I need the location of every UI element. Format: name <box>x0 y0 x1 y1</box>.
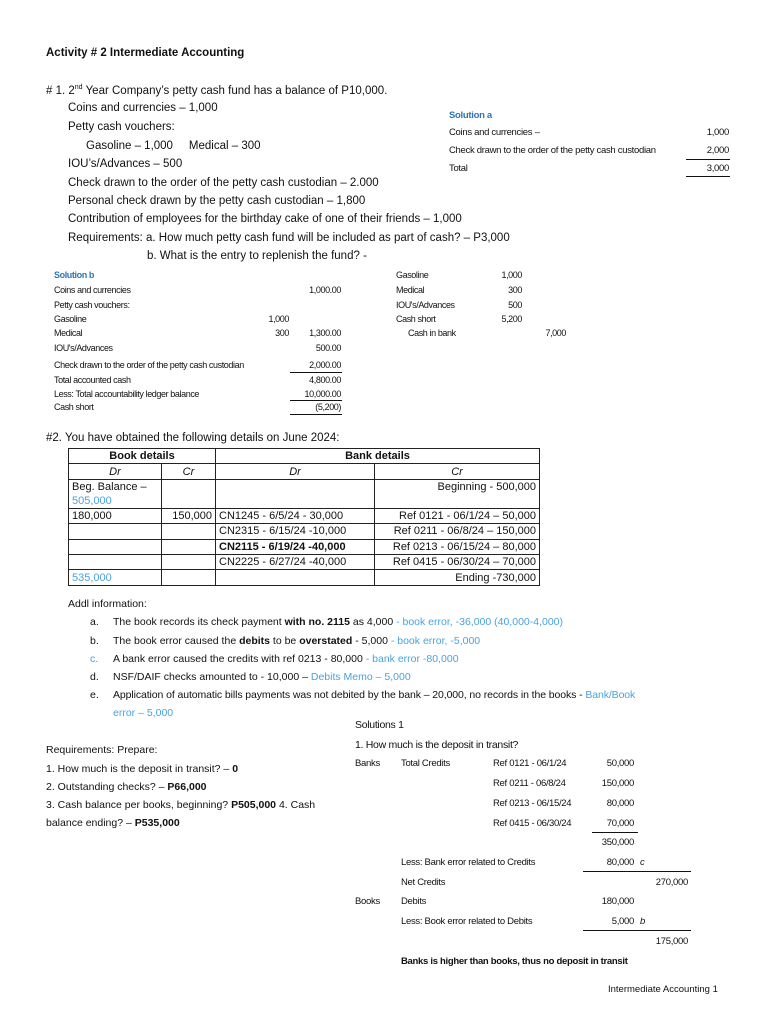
sol-b-label: Gasoline <box>54 314 87 324</box>
note-c: c <box>640 857 645 868</box>
ref-value: 50,000 <box>606 758 634 769</box>
sol-b-label: Total accounted cash <box>54 375 131 385</box>
ref-label: Ref 0211 - 06/8/24 <box>493 778 566 789</box>
req-answer: P66,000 <box>167 781 207 793</box>
sol-b-amt: 1,300.00 <box>309 328 341 338</box>
net-credits-label: Net Credits <box>401 877 446 888</box>
solution-b-title: Solution b <box>54 270 94 280</box>
q1-line: Gasoline – 1,000 Medical – 300 <box>86 140 261 152</box>
book-details-header: Book details <box>69 449 216 464</box>
debits-label: Debits <box>401 896 427 907</box>
book-dr-cell: 180,000 <box>69 508 162 523</box>
q1-line: Requirements: a. How much petty cash fund will be included as part of cash? – P3,000 <box>68 232 510 244</box>
sol-a-value: 2,000 <box>706 145 729 156</box>
item-b <box>113 635 480 647</box>
book-dr-header: Dr <box>69 464 162 479</box>
sol-b-label: Petty cash vouchers: <box>54 300 130 310</box>
bank-dr-cell: CN2115 - 6/19/24 -40,000 <box>216 539 375 554</box>
book-cr-header: Cr <box>161 464 215 479</box>
req-answer: 0 <box>232 763 239 775</box>
credits-sum: 350,000 <box>601 837 634 848</box>
item-e <box>113 689 635 701</box>
less-bank-error-label: Less: Bank error related to Credits <box>401 857 536 868</box>
empty-cell <box>161 539 215 554</box>
item-letter: b. <box>90 635 99 647</box>
entry-account: IOU's/Advances <box>396 300 455 310</box>
book-beg-cell <box>69 479 162 508</box>
debits-value: 180,000 <box>601 896 634 907</box>
rule <box>290 372 342 373</box>
q1-heading <box>46 84 387 97</box>
book-ending-value: 535,000 <box>69 570 162 585</box>
req-3 <box>46 799 315 811</box>
rule <box>686 159 730 160</box>
q1-line: Check drawn to the order of the petty cash custodian – 2.000 <box>68 177 379 189</box>
item-text-bold: debits <box>239 635 270 647</box>
bank-dr-cell: CN2315 - 6/15/24 -10,000 <box>216 524 375 539</box>
item-note: - book error, -5,000 <box>390 635 481 647</box>
sol-b-amt: 1,000.00 <box>309 285 341 295</box>
entry-debit: 5,200 <box>501 314 522 324</box>
item-a <box>113 616 563 628</box>
bank-dr-header: Dr <box>216 464 375 479</box>
bank-dr-cell: CN2225 - 6/27/24 -40,000 <box>216 554 375 569</box>
sol-a-value: 1,000 <box>706 127 729 138</box>
book-beg-label: Beg. Balance – <box>72 480 147 493</box>
q1-head: Year Company’s petty cash fund has a balance of P10,000. <box>82 84 388 97</box>
bank-cr-cell: Beginning - 500,000 <box>375 479 540 508</box>
entry-account: Gasoline <box>396 270 429 280</box>
sol-a-label: Coins and currencies – <box>449 127 540 138</box>
entry-account: Medical <box>396 285 425 295</box>
item-text-bold: overstated <box>299 635 353 647</box>
q1-sup: nd <box>74 84 83 91</box>
item-d <box>113 671 411 683</box>
item-text-bold: with no. 2115 <box>284 616 350 628</box>
books-label: Books <box>355 896 380 907</box>
item-c <box>113 653 459 665</box>
empty-cell <box>161 479 215 508</box>
banks-label: Banks <box>355 758 380 769</box>
ref-value: 70,000 <box>606 818 634 829</box>
q2-heading: #2. You have obtained the following details on June 2024: <box>46 432 340 444</box>
sol-a-total: 3,000 <box>706 163 729 174</box>
books-net-value: 175,000 <box>655 936 688 947</box>
req-1 <box>46 763 238 775</box>
item-text: Application of automatic bills payments was not debited by the bank – 20,000, no records in the books - <box>113 689 586 701</box>
rule <box>290 414 342 415</box>
bank-cr-cell: Ref 0415 - 06/30/24 – 70,000 <box>375 554 540 569</box>
sol-b-label: Cash short <box>54 402 94 412</box>
entry-debit: 1,000 <box>501 270 522 280</box>
bank-ending-cell: Ending -730,000 <box>375 570 540 585</box>
item-note: Bank/Book <box>585 689 636 701</box>
item-text: NSF/DAIF checks amounted to - 10,000 – <box>113 671 311 683</box>
item-letter: e. <box>90 689 99 701</box>
q1-line: Petty cash vouchers: <box>68 121 175 133</box>
rule <box>583 930 691 931</box>
item-text: to be <box>270 635 300 647</box>
req-text: 4. Cash <box>276 799 316 811</box>
item-text: A bank error caused the credits with ref 0213 - 80,000 <box>113 653 366 665</box>
note-b: b <box>640 916 645 927</box>
ref-label: Ref 0121 - 06/1/24 <box>493 758 567 769</box>
ref-value: 80,000 <box>606 798 634 809</box>
req-answer: P535,000 <box>134 817 180 829</box>
q1-line: Contribution of employees for the birthday cake of one of their friends – 1,000 <box>68 213 462 225</box>
req-2 <box>46 781 207 793</box>
total-credits-label: Total Credits <box>401 758 450 769</box>
conclusion: Banks is higher than books, thus no deposit in transit <box>401 956 628 967</box>
book-beg-value: 505,000 <box>72 494 112 507</box>
page-footer: Intermediate Accounting 1 <box>608 984 718 995</box>
sol-b-label: Check drawn to the order of the petty cash custodian <box>54 360 244 370</box>
item-text: as 4,000 <box>349 616 397 628</box>
item-note: Debits Memo – 5,000 <box>310 671 411 683</box>
req-text: 1. How much is the deposit in transit? – <box>46 763 233 775</box>
entry-account: Cash short <box>396 314 436 324</box>
item-note: - book error, -36,000 (40,000-4,000) <box>396 616 564 628</box>
item-letter: d. <box>90 671 99 683</box>
sol-b-label: Less: Total accountability ledger balance <box>54 389 200 399</box>
q1-line: b. What is the entry to replenish the fund? - <box>147 250 367 262</box>
item-letter: a. <box>90 616 99 628</box>
q1-line: Personal check drawn by the petty cash custodian – 1,800 <box>68 195 366 207</box>
net-credits-value: 270,000 <box>655 877 688 888</box>
bank-dr-cell: CN1245 - 6/5/24 - 30,000 <box>216 508 375 523</box>
sol-b-amt: 4,800.00 <box>309 375 341 385</box>
ref-value: 150,000 <box>601 778 634 789</box>
sol-b-amt: 500.00 <box>315 343 341 353</box>
ref-label: Ref 0213 - 06/15/24 <box>493 798 572 809</box>
empty-cell <box>161 524 215 539</box>
book-cr-cell: 150,000 <box>161 508 215 523</box>
req-answer: P505,000 <box>231 799 277 811</box>
item-text: The book error caused the <box>113 635 240 647</box>
bank-cr-cell: Ref 0213 - 06/15/24 – 80,000 <box>375 539 540 554</box>
req-text: 3. Cash balance per books, beginning? <box>46 799 232 811</box>
bank-details-header: Bank details <box>216 449 540 464</box>
item-text: - 5,000 <box>352 635 391 647</box>
less-bank-error-value: 80,000 <box>606 857 634 868</box>
entry-credit: 7,000 <box>545 328 566 338</box>
sol-b-amt: 2,000.00 <box>309 360 341 370</box>
solutions-1-question: 1. How much is the deposit in transit? <box>355 739 519 751</box>
item-note: - bank error -80,000 <box>365 653 459 665</box>
sol-b-amt: 10,000.00 <box>304 389 341 399</box>
bank-cr-cell: Ref 0121 - 06/1/24 – 50,000 <box>375 508 540 523</box>
entry-debit: 300 <box>508 285 522 295</box>
empty-cell <box>69 554 162 569</box>
sol-b-amt: (5,200) <box>315 402 341 412</box>
ref-label: Ref 0415 - 06/30/24 <box>493 818 572 829</box>
req-text: 2. Outstanding checks? – <box>46 781 168 793</box>
req-4 <box>46 817 180 829</box>
bank-cr-header: Cr <box>375 464 540 479</box>
page-title: Activity # 2 Intermediate Accounting <box>46 47 245 59</box>
sol-b-label: Medical <box>54 328 83 338</box>
q1-line: IOU’s/Advances – 500 <box>68 158 183 170</box>
sol-b-label: Coins and currencies <box>54 285 131 295</box>
item-text: The book records its check payment <box>113 616 285 628</box>
req-heading: Requirements: Prepare: <box>46 744 158 756</box>
empty-cell <box>69 539 162 554</box>
q1-line: Coins and currencies – 1,000 <box>68 102 218 114</box>
item-letter: c. <box>90 653 99 665</box>
rule <box>583 871 691 872</box>
reconciliation-table <box>68 448 540 586</box>
less-book-error-value: 5,000 <box>611 916 634 927</box>
sol-a-label: Check drawn to the order of the petty cash custodian <box>449 145 656 156</box>
item-note-cont: error – 5,000 <box>113 707 174 719</box>
rule <box>592 832 638 833</box>
addl-info-heading: Addl information: <box>68 598 147 610</box>
less-book-error-label: Less: Book error related to Debits <box>401 916 533 927</box>
empty-cell <box>216 479 375 508</box>
sol-a-label: Total <box>449 163 468 174</box>
empty-cell <box>161 570 215 585</box>
q1-num: # 1. 2 <box>46 84 75 97</box>
bank-cr-cell: Ref 0211 - 06/8/24 – 150,000 <box>375 524 540 539</box>
empty-cell <box>69 524 162 539</box>
sol-b-sub: 1,000 <box>268 314 289 324</box>
solution-a-title: Solution a <box>449 110 492 121</box>
empty-cell <box>161 554 215 569</box>
solutions-1-title: Solutions 1 <box>355 719 404 731</box>
entry-credit-account: Cash in bank <box>408 328 456 338</box>
sol-b-label: IOU's/Advances <box>54 343 113 353</box>
rule <box>290 400 342 401</box>
req-text: balance ending? – <box>46 817 135 829</box>
rule <box>686 176 730 177</box>
empty-cell <box>216 570 375 585</box>
entry-debit: 500 <box>508 300 522 310</box>
sol-b-sub: 300 <box>275 328 289 338</box>
